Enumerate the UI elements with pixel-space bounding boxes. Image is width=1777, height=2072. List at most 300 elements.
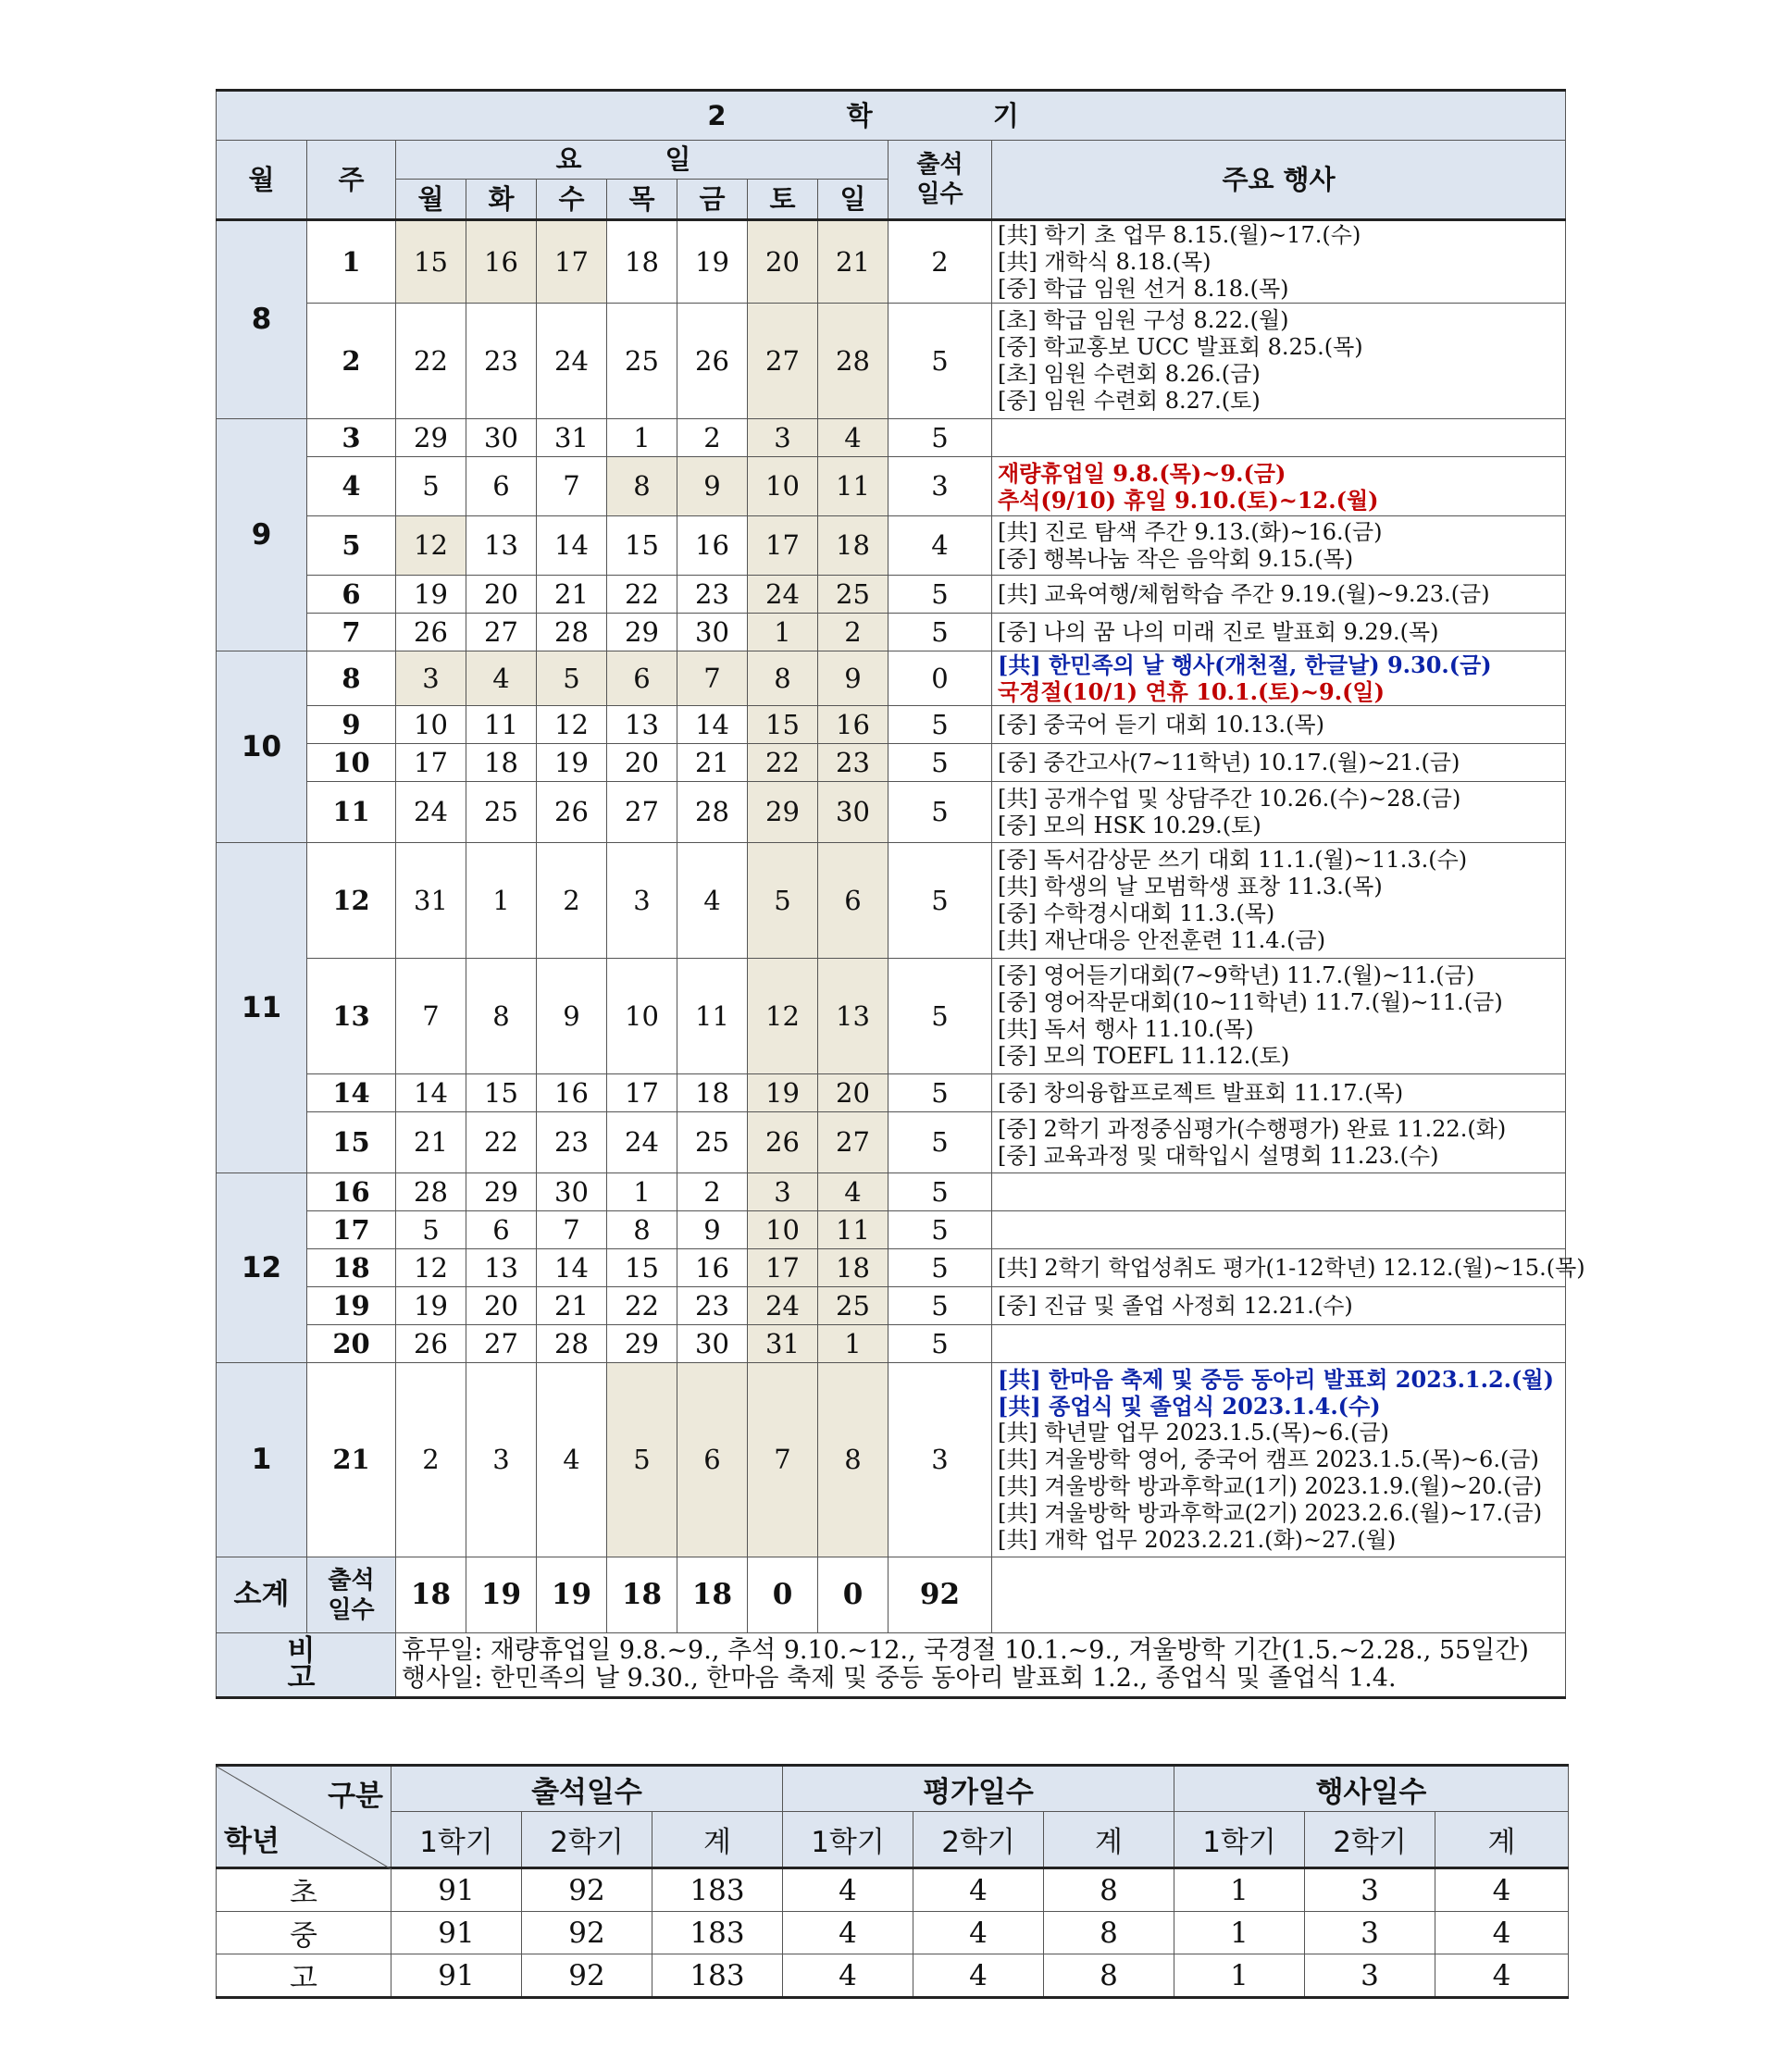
week-number: 1: [307, 220, 396, 304]
summary-value: 183: [652, 1912, 783, 1954]
day-cell: 28: [396, 1173, 466, 1211]
event-item: [共] 겨울방학 방과후학교(2기) 2023.2.6.(월)~17.(금): [998, 1500, 1543, 1526]
event-item: [共] 2학기 학업성취도 평가(1-12학년) 12.12.(월)~15.(목): [998, 1254, 1585, 1281]
attendance-days: 3: [888, 457, 992, 516]
day-cell: 7: [396, 959, 466, 1074]
day-cell: 7: [748, 1363, 818, 1557]
day-cell: 26: [537, 782, 607, 843]
attendance-days: 3: [888, 1363, 992, 1557]
events-cell: [992, 1287, 1566, 1325]
day-cell: 16: [537, 1074, 607, 1112]
day-cell: 20: [818, 1074, 888, 1112]
subtotal-label: 소계: [217, 1557, 307, 1633]
summary-subheader: 2학기: [1305, 1812, 1435, 1868]
week-number: 10: [307, 744, 396, 782]
summary-subheader: 1학기: [391, 1812, 522, 1868]
day-cell: 12: [748, 959, 818, 1074]
day-cell: 20: [607, 744, 677, 782]
day-cell: 5: [748, 843, 818, 959]
day-cell: 17: [396, 744, 466, 782]
weekday-header: 화: [466, 180, 537, 220]
event-item: [중] 모의 TOEFL 11.12.(토): [998, 1043, 1290, 1069]
events-cell: [992, 220, 1566, 304]
event-item: [共] 진로 탐색 주간 9.13.(화)~16.(금): [998, 518, 1383, 545]
month-cell: 9: [217, 419, 307, 651]
event-item: [共] 학생의 날 모범학생 표창 11.3.(목): [998, 874, 1383, 900]
day-cell: 12: [396, 516, 466, 576]
summary-value: 4: [1435, 1868, 1569, 1912]
day-cell: 21: [537, 576, 607, 614]
day-cell: 22: [396, 304, 466, 419]
day-cell: 22: [607, 1287, 677, 1325]
day-cell: 31: [396, 843, 466, 959]
day-cell: 24: [537, 304, 607, 419]
month-cell: 12: [217, 1173, 307, 1363]
attendance-days: 5: [888, 706, 992, 744]
month-cell: 11: [217, 843, 307, 1173]
day-cell: 11: [818, 1211, 888, 1249]
summary-value: 4: [783, 1868, 913, 1912]
event-item: [共] 교육여행/체험학습 주간 9.19.(월)~9.23.(금): [998, 580, 1490, 607]
day-cell: 15: [607, 516, 677, 576]
day-cell: 6: [818, 843, 888, 959]
subtotal-value: 18: [396, 1557, 466, 1633]
group-events: 행사일수: [1174, 1766, 1569, 1812]
day-cell: 16: [677, 1249, 748, 1287]
event-item: [초] 임원 수련회 8.26.(금): [998, 361, 1261, 387]
day-cell: 15: [748, 706, 818, 744]
remarks-content: [396, 1633, 1566, 1698]
day-cell: 18: [607, 220, 677, 304]
event-item: [共] 공개수업 및 상담주간 10.26.(수)~28.(금): [998, 785, 1461, 812]
attendance-days: 5: [888, 419, 992, 457]
day-cell: 6: [466, 457, 537, 516]
day-cell: 31: [537, 419, 607, 457]
day-cell: 10: [748, 1211, 818, 1249]
day-cell: 1: [466, 843, 537, 959]
grade-label: 고: [217, 1954, 391, 1998]
attendance-days: 5: [888, 843, 992, 959]
month-cell: 10: [217, 651, 307, 843]
event-item: [중] 수학경시대회 11.3.(목): [998, 900, 1275, 926]
events-cell: [992, 1173, 1566, 1211]
week-row: [217, 1074, 1566, 1112]
summary-value: 1: [1174, 1912, 1305, 1954]
events-cell: [992, 959, 1566, 1074]
day-cell: 14: [396, 1074, 466, 1112]
day-cell: 19: [396, 576, 466, 614]
summary-value: 92: [522, 1868, 652, 1912]
semester-title: 2 학 기: [217, 91, 1566, 141]
subtotal-value: 18: [607, 1557, 677, 1633]
week-row: [217, 304, 1566, 419]
day-cell: 3: [748, 419, 818, 457]
day-cell: 1: [748, 614, 818, 651]
remarks-row: [217, 1633, 1566, 1698]
summary-value: 3: [1305, 1954, 1435, 1998]
day-cell: 6: [607, 651, 677, 706]
week-number: 19: [307, 1287, 396, 1325]
day-cell: 27: [748, 304, 818, 419]
week-row: [217, 782, 1566, 843]
day-cell: 16: [818, 706, 888, 744]
summary-value: 183: [652, 1954, 783, 1998]
week-row: [217, 843, 1566, 959]
day-cell: 30: [537, 1173, 607, 1211]
event-item: 추석(9/10) 휴일 9.10.(토)~12.(월): [998, 486, 1379, 514]
day-cell: 14: [677, 706, 748, 744]
attendance-days: 5: [888, 744, 992, 782]
day-cell: 3: [466, 1363, 537, 1557]
day-cell: 20: [466, 576, 537, 614]
group-attendance: 출석일수: [391, 1766, 783, 1812]
week-row: [217, 744, 1566, 782]
day-cell: 18: [818, 516, 888, 576]
summary-value: 8: [1044, 1912, 1174, 1954]
corner-label-grade: 학년: [224, 1825, 280, 1858]
week-row: [217, 959, 1566, 1074]
event-item: 재량휴업일 9.8.(목)~9.(금): [998, 459, 1286, 487]
day-cell: 29: [466, 1173, 537, 1211]
attendance-days: 5: [888, 1325, 992, 1363]
day-cell: 13: [466, 1249, 537, 1287]
day-cell: 16: [466, 220, 537, 304]
day-cell: 8: [466, 959, 537, 1074]
summary-value: 4: [783, 1954, 913, 1998]
week-number: 7: [307, 614, 396, 651]
events-cell: [992, 1249, 1585, 1287]
events-cell: [992, 782, 1566, 843]
day-cell: 23: [466, 304, 537, 419]
event-item: [共] 겨울방학 영어, 중국어 캠프 2023.1.5.(목)~6.(금): [998, 1446, 1539, 1472]
day-cell: 8: [607, 1211, 677, 1249]
attendance-days: 5: [888, 959, 992, 1074]
week-number: 4: [307, 457, 396, 516]
day-cell: 18: [466, 744, 537, 782]
day-cell: 9: [537, 959, 607, 1074]
week-row: [217, 516, 1566, 576]
day-cell: 3: [607, 843, 677, 959]
week-row: [217, 1112, 1566, 1173]
event-item: [중] 중간고사(7~11학년) 10.17.(월)~21.(금): [998, 749, 1460, 775]
weekday-header: 일: [818, 180, 888, 220]
week-row: [217, 457, 1566, 516]
summary-value: 4: [1435, 1954, 1569, 1998]
attendance-days: 5: [888, 1249, 992, 1287]
subtotal-empty: [992, 1557, 1566, 1633]
week-number: 13: [307, 959, 396, 1074]
day-cell: 21: [818, 220, 888, 304]
week-number: 2: [307, 304, 396, 419]
week-number: 15: [307, 1112, 396, 1173]
summary-value: 4: [913, 1912, 1044, 1954]
day-cell: 9: [677, 457, 748, 516]
day-cell: 15: [607, 1249, 677, 1287]
weekday-header: 목: [607, 180, 677, 220]
month-header: 월: [217, 141, 307, 220]
week-number: 3: [307, 419, 396, 457]
day-cell: 19: [396, 1287, 466, 1325]
summary-subheader: 계: [1044, 1812, 1174, 1868]
week-row: [217, 1325, 1566, 1363]
day-cell: 25: [818, 1287, 888, 1325]
day-cell: 23: [677, 576, 748, 614]
week-row: [217, 651, 1566, 706]
day-cell: 23: [537, 1112, 607, 1173]
week-row: [217, 1173, 1566, 1211]
summary-value: 4: [1435, 1912, 1569, 1954]
summary-value: 4: [783, 1912, 913, 1954]
remarks-label: 비 고: [217, 1633, 396, 1698]
day-cell: 22: [466, 1112, 537, 1173]
day-cell: 27: [466, 1325, 537, 1363]
attendance-days: 5: [888, 782, 992, 843]
day-cell: 8: [607, 457, 677, 516]
day-cell: 6: [677, 1363, 748, 1557]
day-cell: 4: [466, 651, 537, 706]
week-row: [217, 706, 1566, 744]
day-cell: 25: [677, 1112, 748, 1173]
day-cell: 31: [748, 1325, 818, 1363]
group-evaluation: 평가일수: [783, 1766, 1174, 1812]
day-cell: 8: [748, 651, 818, 706]
day-cell: 1: [607, 419, 677, 457]
events-cell: [992, 1211, 1566, 1249]
day-cell: 13: [818, 959, 888, 1074]
events-cell: [992, 419, 1566, 457]
day-cell: 29: [748, 782, 818, 843]
summary-subheader: 2학기: [913, 1812, 1044, 1868]
day-cell: 17: [748, 516, 818, 576]
summary-value: 91: [391, 1912, 522, 1954]
day-cell: 19: [677, 220, 748, 304]
attendance-days: 5: [888, 304, 992, 419]
day-cell: 26: [677, 304, 748, 419]
day-cell: 14: [537, 1249, 607, 1287]
day-cell: 30: [677, 1325, 748, 1363]
week-row: [217, 1249, 1566, 1287]
day-cell: 7: [677, 651, 748, 706]
attendance-days: 5: [888, 1173, 992, 1211]
day-cell: 18: [818, 1249, 888, 1287]
day-cell: 19: [537, 744, 607, 782]
month-cell: 1: [217, 1363, 307, 1557]
event-item: [중] 임원 수련회 8.27.(토): [998, 388, 1261, 414]
summary-subheader: 계: [1435, 1812, 1569, 1868]
day-cell: 27: [466, 614, 537, 651]
subtotal-value: 19: [537, 1557, 607, 1633]
attendance-days: 5: [888, 576, 992, 614]
day-cell: 16: [677, 516, 748, 576]
event-item: [중] 독서감상문 쓰기 대회 11.1.(월)~11.3.(수): [998, 847, 1468, 873]
events-cell: [992, 1325, 1566, 1363]
day-cell: 26: [396, 1325, 466, 1363]
event-item: [共] 한마음 축제 및 중등 동아리 발표회 2023.1.2.(월): [998, 1366, 1554, 1393]
corner-label-category: 구분: [328, 1780, 383, 1813]
summary-value: 1: [1174, 1954, 1305, 1998]
events-cell: [992, 1074, 1566, 1112]
day-cell: 2: [396, 1363, 466, 1557]
event-item: [共] 재난대응 안전훈련 11.4.(금): [998, 927, 1326, 953]
event-item: [共] 개학 업무 2023.2.21.(화)~27.(월): [998, 1527, 1397, 1553]
week-number: 5: [307, 516, 396, 576]
day-cell: 30: [466, 419, 537, 457]
event-item: [중] 중국어 듣기 대회 10.13.(목): [998, 711, 1324, 738]
semester-calendar-table: [216, 89, 1585, 1699]
attendance-days: 5: [888, 614, 992, 651]
day-cell: 2: [677, 419, 748, 457]
attendance-days: 5: [888, 1112, 992, 1173]
events-cell: [992, 304, 1566, 419]
week-number: 8: [307, 651, 396, 706]
day-cell: 3: [748, 1173, 818, 1211]
week-row: [217, 220, 1566, 304]
week-row: [217, 1363, 1566, 1557]
weekday-header: 월: [396, 180, 466, 220]
events-cell: [992, 457, 1566, 516]
weekday-header: 수: [537, 180, 607, 220]
event-item: [중] 나의 꿈 나의 미래 진로 발표회 9.29.(목): [998, 618, 1439, 645]
day-cell: 11: [677, 959, 748, 1074]
summary-value: 91: [391, 1868, 522, 1912]
day-cell: 4: [537, 1363, 607, 1557]
summary-value: 3: [1305, 1912, 1435, 1954]
day-cell: 13: [607, 706, 677, 744]
day-cell: 17: [607, 1074, 677, 1112]
week-number: 12: [307, 843, 396, 959]
day-cell: 22: [607, 576, 677, 614]
event-item: [중] 진급 및 졸업 사정회 12.21.(수): [998, 1292, 1353, 1319]
day-cell: 12: [537, 706, 607, 744]
week-row: [217, 576, 1566, 614]
day-cell: 10: [607, 959, 677, 1074]
week-row: [217, 1287, 1566, 1325]
day-cell: 21: [537, 1287, 607, 1325]
week-number: 21: [307, 1363, 396, 1557]
day-cell: 30: [818, 782, 888, 843]
week-header: 주: [307, 141, 396, 220]
events-cell: [992, 1363, 1566, 1557]
day-cell: 25: [818, 576, 888, 614]
day-cell: 28: [537, 614, 607, 651]
attendance-days: 0: [888, 651, 992, 706]
day-cell: 4: [818, 1173, 888, 1211]
day-cell: 10: [396, 706, 466, 744]
remarks-line: 행사일: 한민족의 날 9.30., 한마음 축제 및 중등 동아리 발표회 1.2., 종업식 및 졸업식 1.4.: [402, 1664, 1397, 1693]
day-cell: 1: [607, 1173, 677, 1211]
day-cell: 30: [677, 614, 748, 651]
event-item: [중] 학교홍보 UCC 발표회 8.25.(목): [998, 334, 1363, 360]
week-number: 9: [307, 706, 396, 744]
attendance-days: 2: [888, 220, 992, 304]
day-cell: 24: [396, 782, 466, 843]
subtotal-value: 18: [677, 1557, 748, 1633]
event-item: 국경절(10/1) 연휴 10.1.(토)~9.(일): [998, 678, 1385, 705]
summary-value: 183: [652, 1868, 783, 1912]
day-cell: 13: [466, 516, 537, 576]
event-item: [중] 학급 임원 선거 8.18.(목): [998, 275, 1289, 302]
summary-value: 92: [522, 1912, 652, 1954]
summary-row: [217, 1954, 1569, 1998]
day-cell: 4: [818, 419, 888, 457]
day-cell: 5: [607, 1363, 677, 1557]
summary-table: [216, 1764, 1569, 1999]
day-cell: 10: [748, 457, 818, 516]
day-cell: 14: [537, 516, 607, 576]
summary-value: 1: [1174, 1868, 1305, 1912]
attendance-days: 5: [888, 1211, 992, 1249]
week-number: 20: [307, 1325, 396, 1363]
day-cell: 21: [396, 1112, 466, 1173]
subtotal-row: [217, 1557, 1566, 1633]
event-item: [중] 모의 HSK 10.29.(토): [998, 812, 1261, 838]
day-cell: 7: [537, 457, 607, 516]
attendance-header: 출석일수: [888, 141, 992, 220]
day-cell: 8: [818, 1363, 888, 1557]
events-cell: [992, 516, 1566, 576]
grade-label: 초: [217, 1868, 391, 1912]
week-number: 16: [307, 1173, 396, 1211]
week-number: 6: [307, 576, 396, 614]
day-cell: 28: [677, 782, 748, 843]
day-cell: 18: [677, 1074, 748, 1112]
event-item: [중] 영어작문대회(10~11학년) 11.7.(월)~11.(금): [998, 989, 1503, 1015]
day-cell: 2: [537, 843, 607, 959]
day-cell: 24: [607, 1112, 677, 1173]
day-cell: 22: [748, 744, 818, 782]
day-cell: 20: [748, 220, 818, 304]
day-cell: 29: [396, 419, 466, 457]
subtotal-value: 19: [466, 1557, 537, 1633]
event-item: [중] 2학기 과정중심평가(수행평가) 완료 11.22.(화): [998, 1115, 1507, 1142]
day-cell: 12: [396, 1249, 466, 1287]
day-cell: 28: [537, 1325, 607, 1363]
event-item: [共] 한민족의 날 행사(개천절, 한글날) 9.30.(금): [998, 651, 1492, 678]
summary-subheader: 계: [652, 1812, 783, 1868]
weekday-group-header: 요 일: [396, 141, 888, 180]
day-cell: 5: [396, 1211, 466, 1249]
event-item: [초] 학급 임원 구성 8.22.(월): [998, 307, 1289, 333]
summary-value: 8: [1044, 1868, 1174, 1912]
event-item: [중] 행복나눔 작은 음악회 9.15.(목): [998, 545, 1354, 572]
subtotal-value: 0: [818, 1557, 888, 1633]
day-cell: 7: [537, 1211, 607, 1249]
day-cell: 2: [677, 1173, 748, 1211]
day-cell: 25: [607, 304, 677, 419]
day-cell: 9: [818, 651, 888, 706]
week-row: [217, 419, 1566, 457]
month-cell: 8: [217, 220, 307, 419]
events-cell: [992, 614, 1566, 651]
events-cell: [992, 576, 1566, 614]
day-cell: 21: [677, 744, 748, 782]
day-cell: 3: [396, 651, 466, 706]
day-cell: 9: [677, 1211, 748, 1249]
day-cell: 5: [537, 651, 607, 706]
week-row: [217, 1211, 1566, 1249]
summary-value: 3: [1305, 1868, 1435, 1912]
day-cell: 17: [748, 1249, 818, 1287]
summary-value: 4: [913, 1868, 1044, 1912]
summary-corner: [217, 1766, 391, 1868]
day-cell: 26: [748, 1112, 818, 1173]
day-cell: 5: [396, 457, 466, 516]
event-item: [중] 창의융합프로젝트 발표회 11.17.(목): [998, 1079, 1404, 1106]
day-cell: 15: [466, 1074, 537, 1112]
day-cell: 23: [818, 744, 888, 782]
event-item: [共] 학기 초 업무 8.15.(월)~17.(수): [998, 221, 1361, 248]
summary-value: 8: [1044, 1954, 1174, 1998]
